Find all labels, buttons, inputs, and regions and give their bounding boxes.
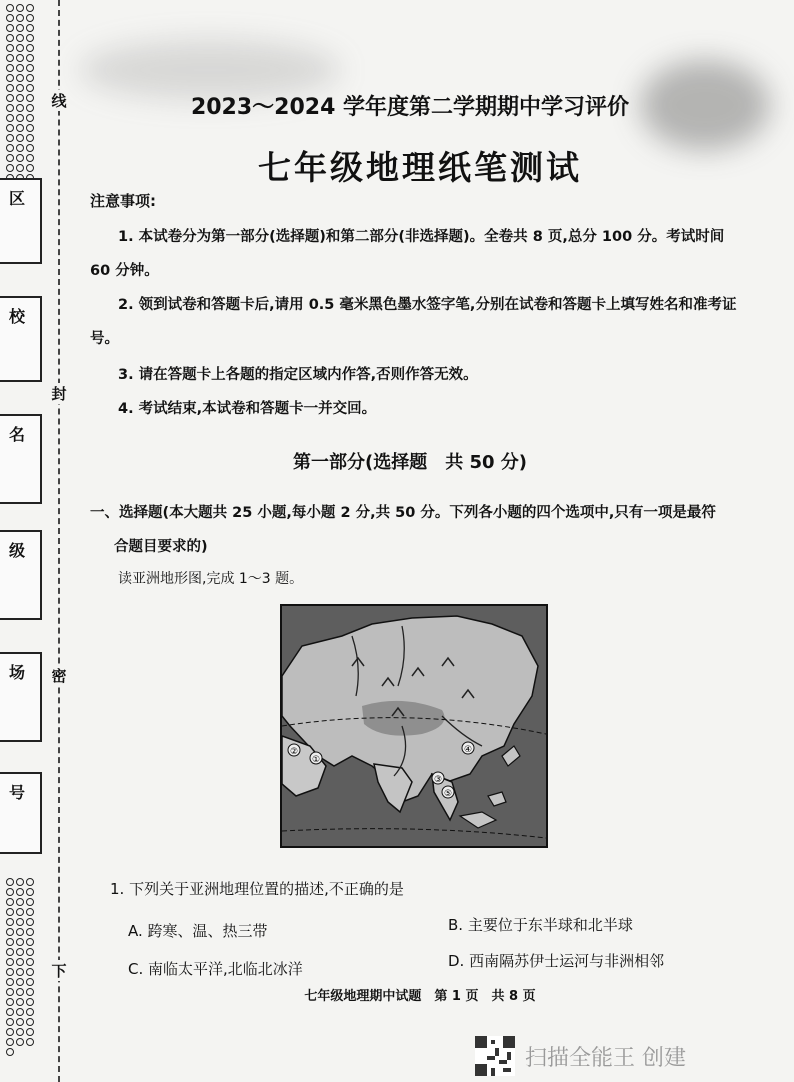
- binding-hole-dot: [26, 154, 34, 162]
- binding-hole-dot: [16, 44, 24, 52]
- map-label: ④: [463, 745, 473, 755]
- field-label: 名: [9, 425, 26, 444]
- binding-hole-dot: [6, 154, 14, 162]
- option-b[interactable]: B. 主要位于东半球和北半球: [448, 916, 633, 934]
- binding-hole-dot: [16, 144, 24, 152]
- field-box-seat-number[interactable]: [0, 772, 42, 854]
- binding-hole-dot: [16, 14, 24, 22]
- binding-hole-dot: [16, 74, 24, 82]
- binding-hole-dot: [26, 908, 34, 916]
- binding-hole-dot: [26, 928, 34, 936]
- binding-hole-dot: [6, 44, 14, 52]
- map-label: ⑤: [443, 789, 453, 799]
- seal-line: [58, 0, 60, 1082]
- binding-hole-dot: [26, 878, 34, 886]
- binding-hole-dot: [26, 54, 34, 62]
- binding-hole-dot: [16, 84, 24, 92]
- seal-char-xia: 下: [51, 962, 67, 980]
- binding-hole-dot: [6, 948, 14, 956]
- binding-hole-dot: [6, 928, 14, 936]
- field-label: 校: [9, 307, 26, 326]
- binding-hole-dot: [16, 998, 24, 1006]
- hole-dots-top: [6, 4, 40, 202]
- binding-hole-dot: [26, 114, 34, 122]
- binding-hole-dot: [6, 978, 14, 986]
- binding-hole-dot: [16, 94, 24, 102]
- binding-hole-dot: [26, 1038, 34, 1046]
- binding-hole-dot: [6, 14, 14, 22]
- binding-hole-dot: [26, 998, 34, 1006]
- binding-hole-dot: [16, 978, 24, 986]
- read-map-prompt: 读亚洲地形图,完成 1～3 题。: [118, 571, 304, 587]
- binding-hole-dot: [26, 64, 34, 72]
- binding-hole-dot: [16, 64, 24, 72]
- binding-hole-dot: [26, 84, 34, 92]
- binding-hole-dot: [16, 938, 24, 946]
- binding-hole-dot: [6, 4, 14, 12]
- binding-hole-dot: [16, 898, 24, 906]
- binding-hole-dot: [6, 898, 14, 906]
- scanner-watermark: [475, 1036, 686, 1076]
- binding-hole-dot: [6, 938, 14, 946]
- field-label: 场: [9, 663, 26, 682]
- binding-hole-dot: [16, 1038, 24, 1046]
- binding-hole-dot: [16, 124, 24, 132]
- binding-hole-dot: [6, 988, 14, 996]
- binding-hole-dot: [6, 1048, 14, 1056]
- binding-hole-dot: [16, 908, 24, 916]
- binding-hole-dot: [26, 948, 34, 956]
- binding-hole-dot: [26, 938, 34, 946]
- binding-hole-dot: [26, 44, 34, 52]
- seal-char-feng: 封: [51, 385, 67, 403]
- seal-char-mi: 密: [51, 667, 67, 685]
- binding-hole-dot: [6, 64, 14, 72]
- binding-hole-dot: [16, 34, 24, 42]
- field-label: 区: [9, 189, 26, 208]
- binding-hole-dot: [26, 144, 34, 152]
- binding-hole-dot: [26, 74, 34, 82]
- binding-hole-dot: [16, 1008, 24, 1016]
- note-item: 3. 请在答题卡上各题的指定区域内作答,否则作答无效。: [118, 367, 478, 383]
- binding-hole-dot: [16, 54, 24, 62]
- binding-hole-dot: [6, 84, 14, 92]
- binding-hole-dot: [6, 1028, 14, 1036]
- section-heading: 第一部分(选择题 共 50 分): [292, 452, 528, 473]
- field-box-exam-room[interactable]: [0, 652, 42, 742]
- binding-hole-dot: [16, 104, 24, 112]
- seal-char-xian: 线: [51, 92, 67, 110]
- binding-hole-dot: [26, 94, 34, 102]
- binding-hole-dot: [6, 888, 14, 896]
- binding-hole-dot: [6, 998, 14, 1006]
- binding-hole-dot: [26, 968, 34, 976]
- binding-hole-dot: [6, 94, 14, 102]
- binding-hole-dot: [26, 1018, 34, 1026]
- binding-hole-dot: [26, 898, 34, 906]
- binding-hole-dot: [6, 134, 14, 142]
- binding-hole-dot: [6, 34, 14, 42]
- binding-hole-dot: [16, 164, 24, 172]
- binding-hole-dot: [26, 1028, 34, 1036]
- binding-hole-dot: [16, 154, 24, 162]
- binding-hole-dot: [16, 988, 24, 996]
- note-item: 2. 领到试卷和答题卡后,请用 0.5 毫米黑色墨水签字笔,分别在试卷和答题卡上填写姓名和准考证号。: [90, 297, 737, 347]
- binding-hole-dot: [6, 164, 14, 172]
- binding-hole-dot: [16, 1018, 24, 1026]
- binding-hole-dot: [6, 124, 14, 132]
- binding-hole-dot: [6, 1038, 14, 1046]
- binding-hole-dot: [6, 958, 14, 966]
- binding-hole-dot: [26, 124, 34, 132]
- field-box-school[interactable]: [0, 296, 42, 382]
- binding-hole-dot: [26, 988, 34, 996]
- watermark-text: 扫描全能王 创建: [525, 1045, 686, 1071]
- field-box-class[interactable]: [0, 530, 42, 620]
- binding-hole-dot: [26, 958, 34, 966]
- binding-margin: [0, 0, 80, 1082]
- binding-hole-dot: [16, 878, 24, 886]
- binding-hole-dot: [6, 144, 14, 152]
- map-label: ①: [311, 755, 321, 765]
- binding-hole-dot: [26, 14, 34, 22]
- binding-hole-dot: [26, 24, 34, 32]
- notes-heading: 注意事项:: [90, 192, 156, 210]
- binding-hole-dot: [26, 978, 34, 986]
- binding-hole-dot: [16, 918, 24, 926]
- binding-hole-dot: [16, 968, 24, 976]
- binding-hole-dot: [6, 24, 14, 32]
- binding-hole-dot: [6, 1008, 14, 1016]
- field-label: 号: [9, 783, 26, 802]
- binding-hole-dot: [16, 24, 24, 32]
- hole-dots-bottom: [6, 878, 40, 1056]
- note-item: 4. 考试结束,本试卷和答题卡一并交回。: [118, 401, 377, 417]
- field-label: 级: [9, 541, 26, 560]
- binding-hole-dot: [26, 1008, 34, 1016]
- binding-hole-dot: [26, 164, 34, 172]
- option-c[interactable]: C. 南临太平洋,北临北冰洋: [128, 960, 303, 978]
- binding-hole-dot: [16, 4, 24, 12]
- binding-hole-dot: [6, 104, 14, 112]
- map-label: ③: [433, 775, 443, 785]
- binding-hole-dot: [16, 114, 24, 122]
- instruction-line: 合题目要求的): [114, 539, 208, 555]
- binding-hole-dot: [26, 104, 34, 112]
- binding-hole-dot: [6, 968, 14, 976]
- page-footer: 七年级地理期中试题 第 1 页 共 8 页: [304, 989, 536, 1004]
- field-box-name[interactable]: [0, 414, 42, 504]
- binding-hole-dot: [16, 134, 24, 142]
- binding-hole-dot: [16, 928, 24, 936]
- binding-hole-dot: [6, 918, 14, 926]
- binding-hole-dot: [16, 958, 24, 966]
- binding-hole-dot: [6, 54, 14, 62]
- binding-hole-dot: [16, 888, 24, 896]
- question-stem: 1. 下列关于亚洲地理位置的描述,不正确的是: [110, 880, 404, 898]
- binding-hole-dot: [6, 74, 14, 82]
- binding-hole-dot: [16, 948, 24, 956]
- page-subtitle: 七年级地理纸笔测试: [258, 148, 582, 187]
- map-image: [282, 606, 546, 846]
- field-box-district[interactable]: [0, 178, 42, 264]
- binding-hole-dot: [6, 908, 14, 916]
- note-item: 1. 本试卷分为第一部分(选择题)和第二部分(非选择题)。全卷共 8 页,总分 100 分。考试时间 60 分钟。: [90, 229, 725, 279]
- binding-hole-dot: [6, 1018, 14, 1026]
- option-d[interactable]: D. 西南隔苏伊士运河与非洲相邻: [448, 952, 665, 970]
- binding-hole-dot: [26, 34, 34, 42]
- instruction-line: 一、选择题(本大题共 25 小题,每小题 2 分,共 50 分。下列各小题的四个选项中,只有一项是最符: [90, 505, 716, 521]
- section-instruction: [90, 496, 740, 564]
- binding-hole-dot: [6, 114, 14, 122]
- binding-hole-dot: [26, 4, 34, 12]
- qr-code-icon: [475, 1036, 515, 1076]
- binding-hole-dot: [26, 918, 34, 926]
- binding-hole-dot: [26, 134, 34, 142]
- binding-hole-dot: [6, 878, 14, 886]
- binding-hole-dot: [16, 1028, 24, 1036]
- binding-hole-dot: [26, 888, 34, 896]
- map-label: ②: [289, 747, 299, 757]
- asia-topographic-map: [280, 604, 548, 848]
- page-title: 2023～2024 学年度第二学期期中学习评价: [190, 95, 630, 120]
- option-a[interactable]: A. 跨寒、温、热三带: [128, 922, 268, 940]
